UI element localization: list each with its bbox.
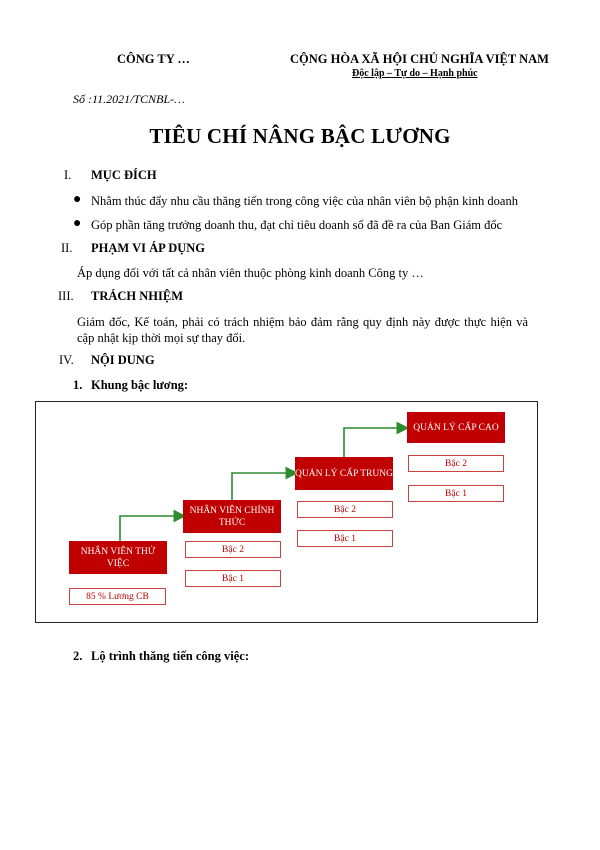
section-4-number: IV. xyxy=(59,353,74,367)
section-2-number: II. xyxy=(61,241,73,255)
level-box-senior-1: Bậc 1 xyxy=(408,485,504,502)
content-item-2-number: 2. xyxy=(73,649,83,663)
step-arrow-1 xyxy=(120,516,183,543)
content-item-1-number: 1. xyxy=(73,378,83,392)
level-box-senior-2: Bậc 2 xyxy=(408,455,504,472)
rank-box-senior-manager: QUẢN LÝ CẤP CAO xyxy=(407,412,505,443)
section-1-number: I. xyxy=(64,168,72,182)
rank-box-official: NHÂN VIÊN CHÍNH THỨC xyxy=(183,500,281,533)
company-name: CÔNG TY … xyxy=(117,52,190,66)
section-1-title: MỤC ĐÍCH xyxy=(91,168,157,182)
rank-box-probation: NHÂN VIÊN THỬ VIỆC xyxy=(69,541,167,574)
section-4-title: NỘI DUNG xyxy=(91,353,155,367)
rank-box-middle-manager: QUẢN LÝ CẤP TRUNG xyxy=(295,457,393,490)
purpose-bullet-2: Góp phần tăng trưởng doanh thu, đạt chỉ tiêu doanh số đã đề ra của Ban Giám đốc xyxy=(91,218,503,232)
bullet-icon: ● xyxy=(73,216,82,231)
section-2-title: PHẠM VI ÁP DỤNG xyxy=(91,241,206,255)
content-item-1-title: Khung bậc lương: xyxy=(91,378,189,392)
responsibility-line-2: cập nhật kịp thời mọi sự thay đổi. xyxy=(77,331,246,345)
level-box-official-2: Bậc 2 xyxy=(185,541,281,558)
republic-heading: CỘNG HÒA XÃ HỘI CHỦ NGHĨA VIỆT NAM xyxy=(290,52,549,66)
section-3-title: TRÁCH NHIỆM xyxy=(91,289,184,303)
page-title: TIÊU CHÍ NÂNG BẬC LƯƠNG xyxy=(149,124,451,148)
level-box-middle-2: Bậc 2 xyxy=(297,501,393,518)
bullet-icon: ● xyxy=(73,192,82,207)
purpose-bullet-1: Nhằm thúc đẩy nhu cầu thăng tiến trong công việc của nhân viên bộ phận kinh doanh xyxy=(91,194,518,208)
section-3-number: III. xyxy=(58,289,74,303)
step-arrow-2 xyxy=(232,473,295,500)
step-arrow-3 xyxy=(344,428,406,457)
responsibility-line-1: Giám đốc, Kế toán, phải có trách nhiệm bảo đảm rằng quy định này được thực hiện và xyxy=(77,315,528,329)
level-box-official-1: Bậc 1 xyxy=(185,570,281,587)
level-box-probation: 85 % Lương CB xyxy=(69,588,166,605)
salary-ladder-diagram xyxy=(35,401,538,623)
content-item-2-title: Lộ trình thăng tiến công việc: xyxy=(91,649,249,663)
level-box-middle-1: Bậc 1 xyxy=(297,530,393,547)
scope-text: Áp dụng đối với tất cả nhân viên thuộc phòng kinh doanh Công ty … xyxy=(77,266,424,280)
national-motto: Độc lập – Tự do – Hạnh phúc xyxy=(352,68,478,79)
document-number: Số :11.2021/TCNBL-… xyxy=(73,92,185,106)
